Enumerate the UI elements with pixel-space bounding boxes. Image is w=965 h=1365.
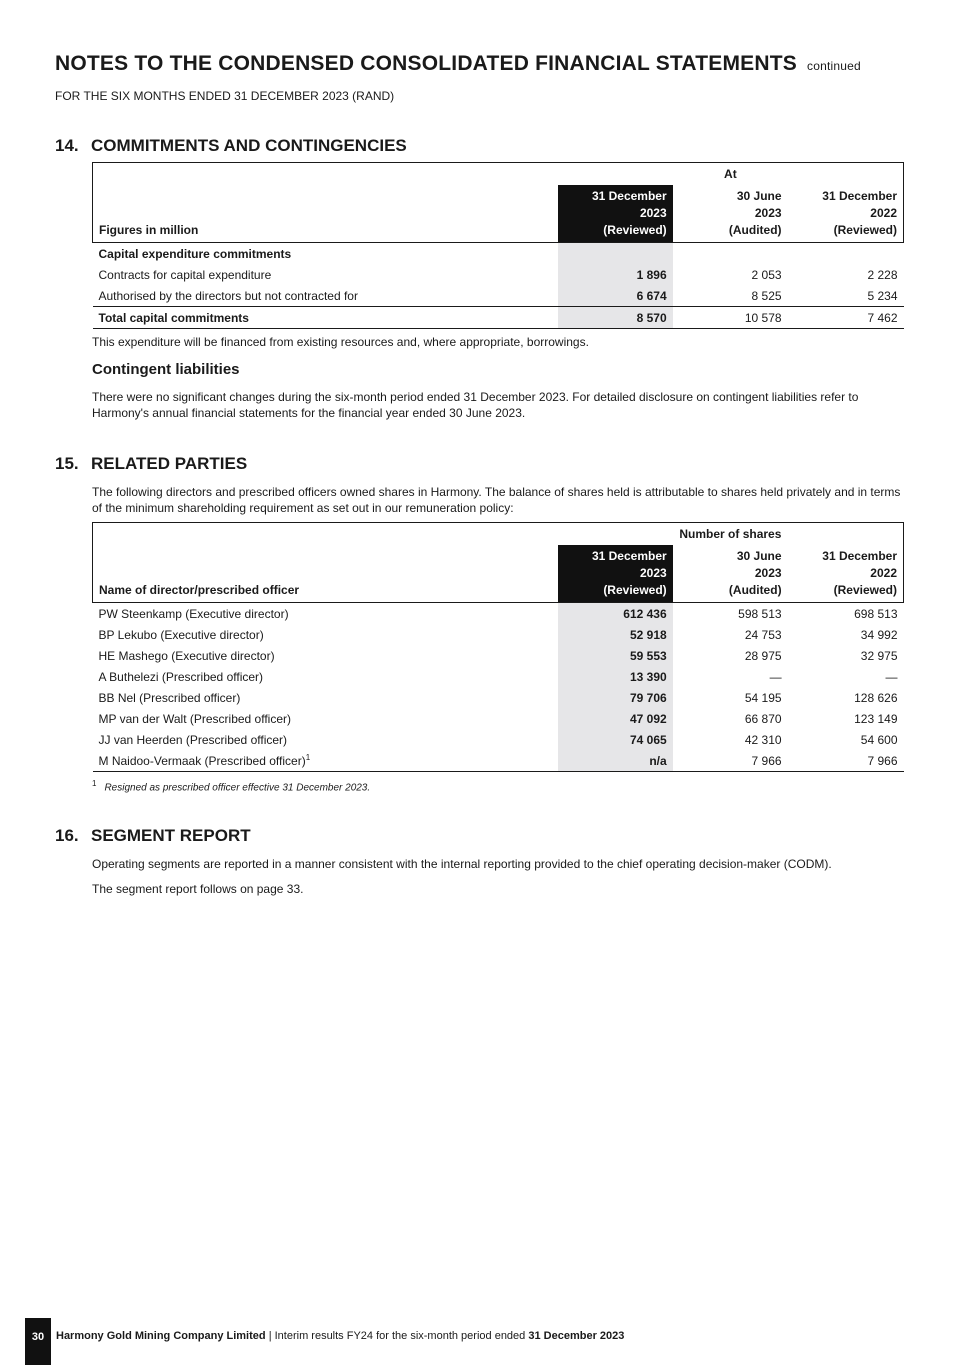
section-14-number: 14. bbox=[55, 136, 79, 155]
cell-value: 2 228 bbox=[867, 267, 898, 282]
footer-date: 31 December 2023 bbox=[528, 1330, 625, 1342]
cell-current: 6 674 bbox=[558, 285, 673, 307]
cell-value: 7 966 bbox=[788, 750, 904, 772]
row-label: PW Steenkamp (Executive director) bbox=[98, 606, 289, 621]
table-group-header bbox=[93, 163, 904, 186]
shareholding-table bbox=[92, 522, 904, 772]
cell-value: 8 525 bbox=[751, 288, 782, 303]
footer-text bbox=[56, 1330, 624, 1342]
cell-value: 128 626 bbox=[854, 690, 898, 705]
row-label: Contracts for capital expenditure bbox=[98, 267, 272, 282]
cell-current: 8 570 bbox=[558, 307, 673, 329]
cell-value: 598 513 bbox=[738, 606, 782, 621]
footer-separator: | bbox=[268, 1330, 272, 1342]
cell-value: 123 149 bbox=[854, 711, 898, 726]
cell-value: 54 195 bbox=[744, 690, 782, 705]
table-row bbox=[93, 750, 904, 772]
cell-current: 79 706 bbox=[558, 687, 673, 708]
row-label: BB Nel (Prescribed officer) bbox=[98, 690, 241, 705]
cell-value: — bbox=[769, 669, 782, 684]
cell-value: — bbox=[885, 669, 898, 684]
cell-value: 54 600 bbox=[860, 732, 898, 747]
table-row bbox=[93, 729, 904, 750]
row-label: A Buthelezi (Prescribed officer) bbox=[98, 669, 264, 684]
table-column-header bbox=[93, 185, 904, 243]
cell-value: 42 310 bbox=[744, 732, 782, 747]
cell-value: 2 053 bbox=[751, 267, 782, 282]
cell-current: 74 065 bbox=[558, 729, 673, 750]
commitments-table bbox=[92, 162, 904, 329]
table-group-header bbox=[93, 523, 904, 546]
cell-value: 32 975 bbox=[860, 648, 898, 663]
footnote-text: Resigned as prescribed officer effective 31 December 2023. bbox=[104, 782, 371, 794]
cell-current: 59 553 bbox=[558, 645, 673, 666]
column-header: 30 June 2023 (Audited) bbox=[673, 545, 788, 603]
cell-value: 7 966 bbox=[673, 750, 788, 772]
page-number: 30 bbox=[25, 1318, 51, 1365]
cell-current: 52 918 bbox=[558, 624, 673, 645]
segment-report-page-ref: The segment report follows on page 33. bbox=[92, 882, 304, 896]
cell-current: 47 092 bbox=[558, 708, 673, 729]
table-row bbox=[93, 708, 904, 729]
cell-value: 34 992 bbox=[860, 627, 898, 642]
cell-value: 24 753 bbox=[744, 627, 782, 642]
cell-value: 7 462 bbox=[788, 307, 904, 329]
cell-current: 13 390 bbox=[558, 666, 673, 687]
page-title-text: NOTES TO THE CONDENSED CONSOLIDATED FINANCIAL STATEMENTS bbox=[55, 52, 797, 75]
section-15-title: RELATED PARTIES bbox=[91, 454, 248, 473]
table-row bbox=[93, 687, 904, 708]
row-label: HE Mashego (Executive director) bbox=[98, 648, 275, 663]
section-16-title: SEGMENT REPORT bbox=[91, 826, 251, 845]
section-15-heading bbox=[55, 454, 247, 474]
cell-value: 28 975 bbox=[744, 648, 782, 663]
column-header: 31 December 2022 (Reviewed) bbox=[788, 545, 904, 603]
row-label: M Naidoo-Vermaak (Prescribed officer)$^1$ bbox=[93, 750, 558, 772]
financing-note: This expenditure will be financed from existing resources and, where appropriate, borrowings. bbox=[92, 335, 589, 349]
table-total-row bbox=[93, 307, 904, 329]
group-label: Number of shares bbox=[558, 523, 904, 546]
section-16-number: 16. bbox=[55, 826, 79, 845]
table-row bbox=[93, 285, 904, 307]
table-row bbox=[93, 603, 904, 625]
row-label: Total capital commitments bbox=[93, 307, 558, 329]
footnote bbox=[92, 779, 370, 793]
cell-current: n/a bbox=[558, 750, 673, 772]
cell-value: 5 234 bbox=[867, 288, 898, 303]
row-header-label: Name of director/prescribed officer bbox=[93, 545, 558, 603]
table-column-header bbox=[93, 545, 904, 603]
row-label: Authorised by the directors but not contracted for bbox=[98, 288, 358, 303]
table-subheading-row bbox=[93, 243, 904, 265]
column-header: 31 December 2023 (Reviewed) bbox=[558, 545, 673, 603]
cell-value: 10 578 bbox=[673, 307, 788, 329]
segment-report-text: Operating segments are reported in a manner consistent with the internal reporting provided to the chief operating decision-maker (CODM). bbox=[92, 857, 832, 871]
contingent-liabilities-text: There were no significant changes during the six-month period ended 31 December 2023. For detailed disclosure on contingent liabilities refer to Harmony's annual financial statements for the financial year ended 30 June 2023. bbox=[92, 390, 859, 420]
column-header: 31 December 2023 (Reviewed) bbox=[558, 185, 673, 243]
page-subtitle: FOR THE SIX MONTHS ENDED 31 DECEMBER 2023 (RAND) bbox=[55, 89, 395, 103]
table-row bbox=[93, 645, 904, 666]
related-parties-intro: The following directors and prescribed officers owned shares in Harmony. The balance of shares held is attributable to shares held privately and in terms of the minimum shareholding requirement as set out in our remuneration policy: bbox=[92, 485, 901, 515]
column-header: 31 December 2022 (Reviewed) bbox=[788, 185, 904, 243]
cell-current: 1 896 bbox=[558, 264, 673, 285]
row-label: Capital expenditure commitments bbox=[98, 246, 292, 261]
page-title-continued: continued bbox=[807, 59, 861, 73]
footer-company: Harmony Gold Mining Company Limited bbox=[56, 1330, 266, 1342]
table-row bbox=[93, 624, 904, 645]
page-title bbox=[55, 52, 861, 76]
row-header-label: Figures in million bbox=[93, 185, 558, 243]
row-label: BP Lekubo (Executive director) bbox=[98, 627, 264, 642]
section-14-heading bbox=[55, 136, 407, 156]
group-label: At bbox=[558, 163, 904, 186]
row-label: MP van der Walt (Prescribed officer) bbox=[98, 711, 292, 726]
contingent-liabilities-heading: Contingent liabilities bbox=[92, 361, 240, 378]
cell-current: 612 436 bbox=[558, 603, 673, 625]
footer-description: Interim results FY24 for the six-month period ended bbox=[274, 1330, 526, 1342]
footnote-marker: 1 bbox=[305, 753, 311, 762]
section-15-number: 15. bbox=[55, 454, 79, 473]
cell-value: 66 870 bbox=[744, 711, 782, 726]
cell-value: 698 513 bbox=[854, 606, 898, 621]
footnote-number: 1 bbox=[92, 779, 97, 788]
table-row bbox=[93, 666, 904, 687]
section-14-title: COMMITMENTS AND CONTINGENCIES bbox=[91, 136, 407, 155]
table-row bbox=[93, 264, 904, 285]
row-label: JJ van Heerden (Prescribed officer) bbox=[98, 732, 288, 747]
column-header: 30 June 2023 (Audited) bbox=[673, 185, 788, 243]
section-16-heading bbox=[55, 826, 251, 846]
